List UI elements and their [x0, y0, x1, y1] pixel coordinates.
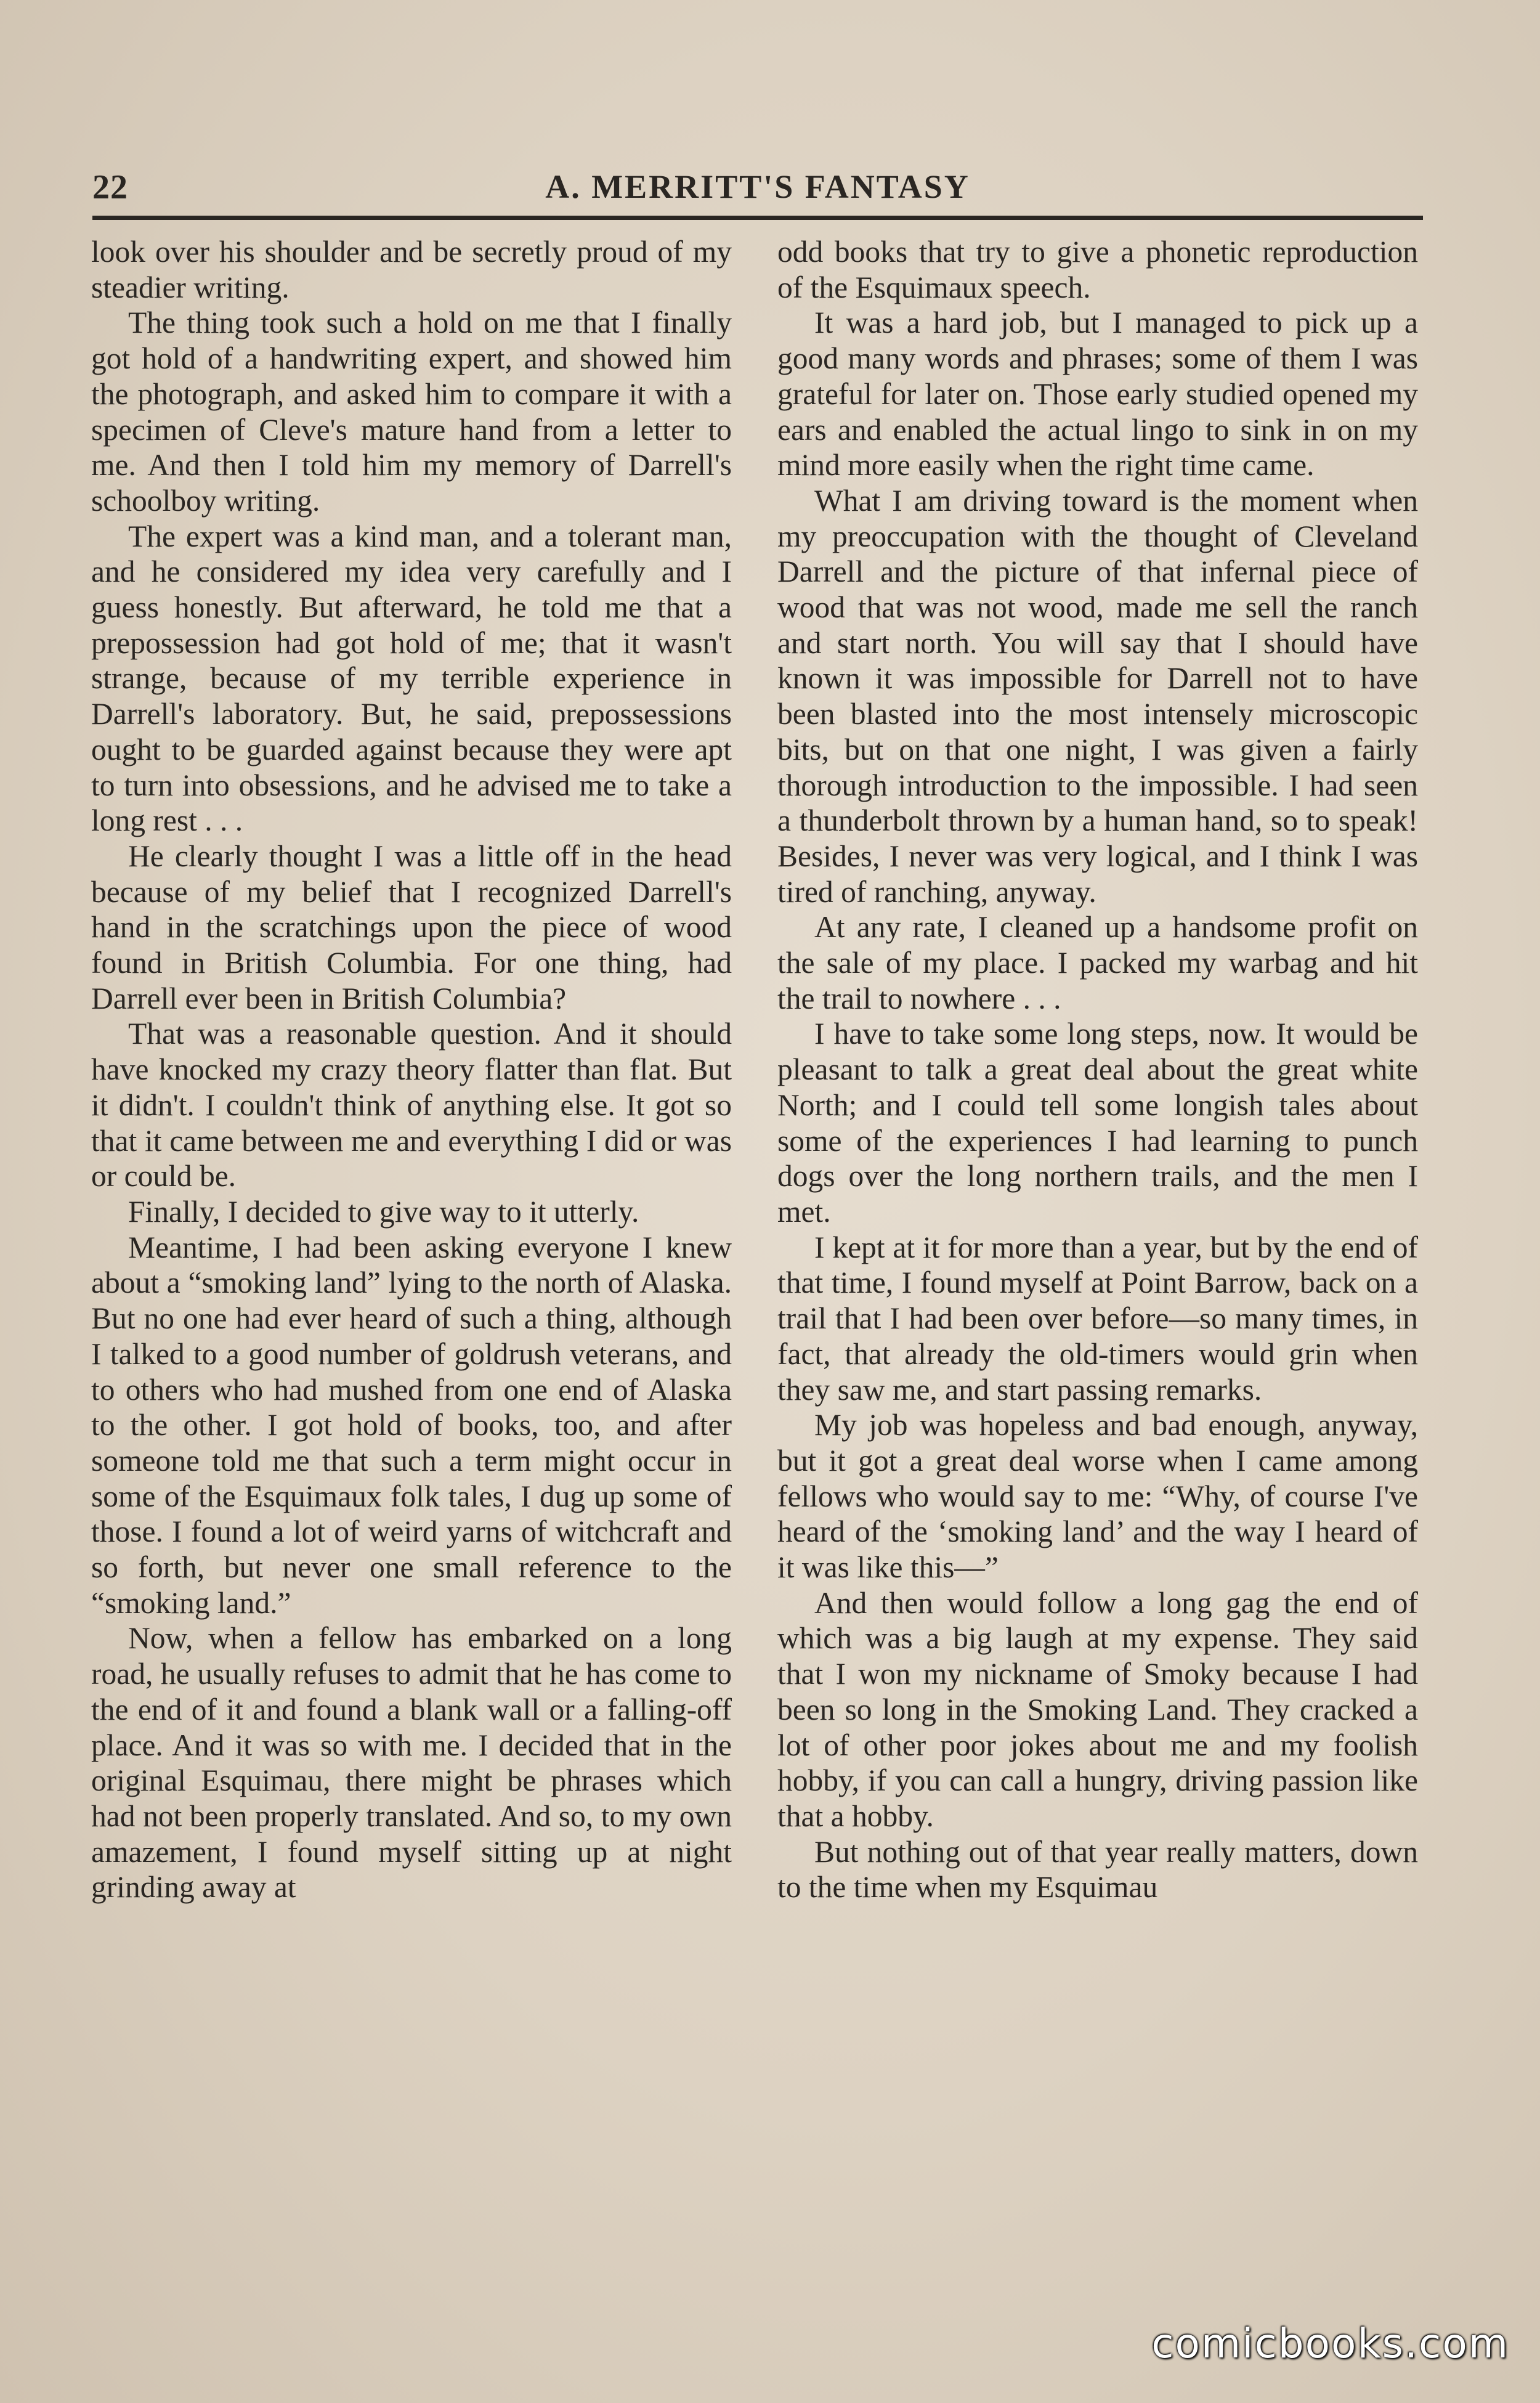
paragraph: I have to take some long steps, now. It would be pleasant to talk a great deal about the great white North; and I could tell some longish tales about some of the experiences I had learning to punch dogs over the long northern trails, and the men I met.	[777, 1017, 1418, 1229]
page-header	[92, 168, 1423, 211]
paragraph: I kept at it for more than a year, but by the end of that time, I found myself at Point Barrow, back on a trail that I had been over before—so many times, in fact, that already the old-timers would grin when they saw me, and start passing remarks.	[777, 1230, 1418, 1407]
watermark: comicbooks.com	[1151, 2320, 1509, 2367]
paragraph: He clearly thought I was a little off in the head because of my belief that I recognized Darrell's hand in the scratchings upon the piece of wood found in British Columbia. For one thing, had Darrell ever been in British Columbia?	[91, 839, 732, 1015]
paragraph: That was a reasonable question. And it should have knocked my crazy theory flatter than flat. But it didn't. I couldn't think of anything else. It got so that it came between me and everything I did or was or could be.	[91, 1017, 732, 1193]
paragraph: odd books that try to give a phonetic reproduction of the Esquimaux speech.	[777, 235, 1418, 304]
paragraph: The thing took such a hold on me that I finally got hold of a handwriting expert, and showed him the photograph, and asked him to compare it with a specimen of Cleve's mature hand from a letter to me. And then I told him my memory of Darrell's schoolboy writing.	[91, 306, 732, 518]
left-column	[91, 234, 732, 1905]
paragraph: And then would follow a long gag the end of which was a big laugh at my expense. They said that I won my nickname of Smoky because I had been so long in the Smoking Land. They cracked a lot of other poor jokes about me and my foolish hobby, if you can call a hungry, driving passion like that a hobby.	[777, 1585, 1418, 1833]
paragraph: Now, when a fellow has embarked on a long road, he usually refuses to admit that he has come to the end of it and found a blank wall or a falling-off place. And it was so with me. I decided that in the original Esquimau, there might be phrases which had not been properly translated. And so, to my own amazement, I found myself sitting up at night grinding away at	[91, 1621, 732, 1905]
running-title: A. MERRITT'S FANTASY	[545, 168, 970, 205]
paragraph: But nothing out of that year really matters, down to the time when my Esquimau	[777, 1834, 1418, 1905]
right-column	[777, 234, 1418, 1905]
paragraph: My job was hopeless and bad enough, anyway, but it got a great deal worse when I came among fellows who would say to me: “Why, of course I've heard of the ‘smoking land’ and the way I heard of it was like this—”	[777, 1408, 1418, 1585]
header-rule	[92, 216, 1423, 220]
paragraph: What I am driving toward is the moment when my preoccupation with the thought of Cleveland Darrell and the picture of that infernal piece of wood that was not wood, made me sell the ranch and start north. You will say that I should have known it was impossible for Darrell not to have been blasted into the most intensely microscopic bits, but on that one night, I was given a fairly thorough introduction to the impossible. I had seen a thunderbolt thrown by a human hand, so to speak! Besides, I never was very logical, and I think I was tired of ranching, anyway.	[777, 483, 1418, 909]
paragraph: Meantime, I had been asking everyone I knew about a “smoking land” lying to the north of Alaska. But no one had ever heard of such a thing, although I talked to a good number of goldrush veterans, and to others who had mushed from one end of Alaska to the other. I got hold of books, too, and after someone told me that such a term might occur in some of the Esquimaux folk tales, I dug up some of those. I found a lot of weird yarns of witchcraft and so forth, but never one small reference to the “smoking land.”	[91, 1230, 732, 1620]
page-number: 22	[92, 168, 128, 206]
paragraph: The expert was a kind man, and a tolerant man, and he considered my idea very carefully and I guess honestly. But afterward, he told me that a prepossession had got hold of me; that it wasn't strange, because of my terrible experience in Darrell's laboratory. But, he said, prepossessions ought to be guarded against because they were apt to turn into obsessions, and he advised me to take a long rest . . .	[91, 519, 732, 838]
paragraph: At any rate, I cleaned up a handsome profit on the sale of my place. I packed my warbag and hit the trail to nowhere . . .	[777, 910, 1418, 1015]
paragraph: It was a hard job, but I managed to pick up a good many words and phrases; some of them I was grateful for later on. Those early studied opened my ears and enabled the actual lingo to sink in on my mind more easily when the right time came.	[777, 306, 1418, 482]
paragraph: Finally, I decided to give way to it utterly.	[128, 1194, 639, 1229]
paragraph: look over his shoulder and be secretly proud of my steadier writing.	[91, 235, 732, 304]
